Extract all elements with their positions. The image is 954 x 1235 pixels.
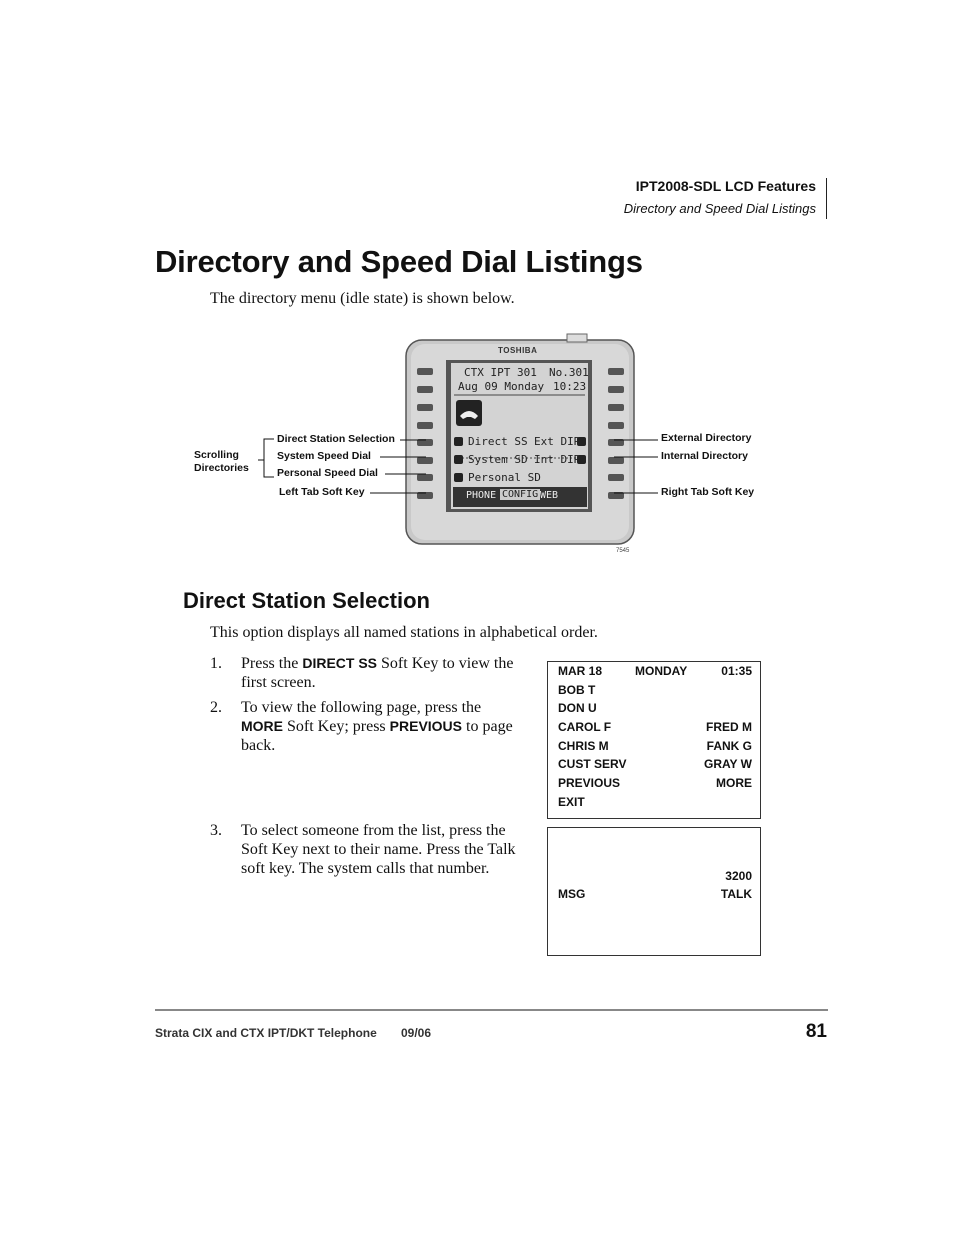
step-text-pre: To view the following page, press the	[241, 699, 482, 716]
callout-internal-dir: Internal Directory	[661, 450, 748, 462]
lcd-row-left: DON U	[558, 701, 597, 715]
callout-system-speed: System Speed Dial	[277, 450, 371, 462]
lcd-soft-system-sd: System SD	[468, 453, 528, 466]
lcd-row-left: EXIT	[558, 795, 585, 809]
lcd-display-directory	[547, 661, 761, 819]
step-text: To select someone from the list, press the Soft Key next to their name. Press the Talk soft key. The system calls that number.	[241, 822, 516, 877]
key-more: MORE	[241, 718, 283, 734]
lcd-row-left: CUST SERV	[558, 757, 627, 771]
lcd-row	[558, 776, 752, 794]
lcd-number: 3200	[725, 869, 752, 883]
lcd-row	[558, 757, 752, 775]
step-text	[241, 698, 526, 755]
lcd-row-right: MORE	[716, 776, 752, 790]
key-previous: PREVIOUS	[389, 718, 463, 734]
step-text	[241, 654, 526, 692]
lcd-row-right: FANK G	[706, 739, 752, 753]
callout-external-dir: External Directory	[661, 432, 752, 444]
lcd-number-row	[558, 869, 752, 887]
lcd-day: MONDAY	[635, 664, 688, 678]
footer-title: Strata CIX and CTX IPT/DKT Telephone	[155, 1026, 377, 1040]
key-direct-ss: DIRECT SS	[302, 655, 378, 671]
page-number: 81	[805, 1021, 827, 1042]
lcd-line1-left: CTX IPT 301	[464, 366, 537, 379]
intro-text: The directory menu (idle state) is shown below.	[210, 290, 515, 307]
page-title: Directory and Speed Dial Listings	[155, 244, 643, 279]
lcd-tab-config: CONFIG	[502, 489, 539, 500]
footer-date: 09/06	[401, 1026, 432, 1040]
section-intro: This option displays all named stations in alphabetical order.	[210, 624, 598, 641]
lcd-line2-right: 10:23	[553, 380, 587, 393]
lcd-row	[558, 795, 752, 813]
lcd-row-right: FRED M	[706, 720, 752, 734]
lcd-row-left: CHRIS M	[558, 739, 609, 753]
callout-scrolling-directories-1: Scrolling	[194, 449, 239, 461]
header-rule	[826, 178, 827, 219]
step-text-post: to page back.	[241, 718, 513, 754]
running-header-title: IPT2008-SDL LCD Features	[635, 178, 816, 194]
running-header-subtitle: Directory and Speed Dial Listings	[623, 201, 816, 216]
lcd-talk-key: TALK	[720, 887, 752, 901]
lcd-row	[558, 683, 752, 701]
lcd-soft-ext-dir: Ext DIR	[534, 435, 581, 448]
step-number: 1.	[210, 655, 222, 672]
lcd-soft-int-dir: Int DIR	[534, 453, 581, 466]
lcd-line1-right: No.301	[549, 366, 589, 379]
lcd-soft-direct-ss: Direct SS	[468, 435, 528, 448]
lcd-date: MAR 18	[558, 664, 603, 678]
callout-lines	[190, 332, 770, 564]
lcd-display-call	[547, 827, 761, 956]
brand-logo: TOSHIBA	[498, 346, 538, 355]
lcd-time: 01:35	[721, 664, 752, 678]
step-number: 3.	[210, 822, 222, 839]
callout-left-tab: Left Tab Soft Key	[279, 486, 365, 498]
callout-personal-speed: Personal Speed Dial	[277, 467, 378, 479]
callout-scrolling-directories-2: Directories	[194, 462, 249, 474]
step-number: 2.	[210, 699, 222, 716]
footer-rule	[155, 1009, 828, 1011]
lcd-row-left: BOB T	[558, 683, 596, 697]
figure-number: 7545	[616, 548, 630, 554]
lcd-row-left: CAROL F	[558, 720, 612, 734]
step-text-mid: Soft Key; press	[283, 718, 390, 735]
lcd-line2-left: Aug 09 Monday	[458, 380, 545, 393]
lcd-tab-web: WEB	[540, 490, 559, 501]
lcd-row	[558, 739, 752, 757]
callout-right-tab: Right Tab Soft Key	[661, 486, 755, 498]
step-text-post: Soft Key to view the first screen.	[241, 655, 514, 691]
step-text-pre: Press the	[241, 655, 303, 672]
lcd-row-right: GRAY W	[703, 757, 752, 771]
lcd-tab-phone: PHONE	[466, 490, 497, 501]
lcd-soft-personal-sd: Personal SD	[468, 471, 541, 484]
callout-direct-station: Direct Station Selection	[277, 433, 395, 445]
lcd-softkey-row	[558, 887, 752, 905]
lcd-row-left: PREVIOUS	[558, 776, 621, 790]
lcd-status-row	[558, 664, 752, 682]
phone-figure	[190, 332, 770, 564]
lcd-row	[558, 720, 752, 738]
section-heading: Direct Station Selection	[183, 588, 430, 613]
lcd-msg-key: MSG	[558, 887, 586, 901]
lcd-row	[558, 701, 752, 719]
